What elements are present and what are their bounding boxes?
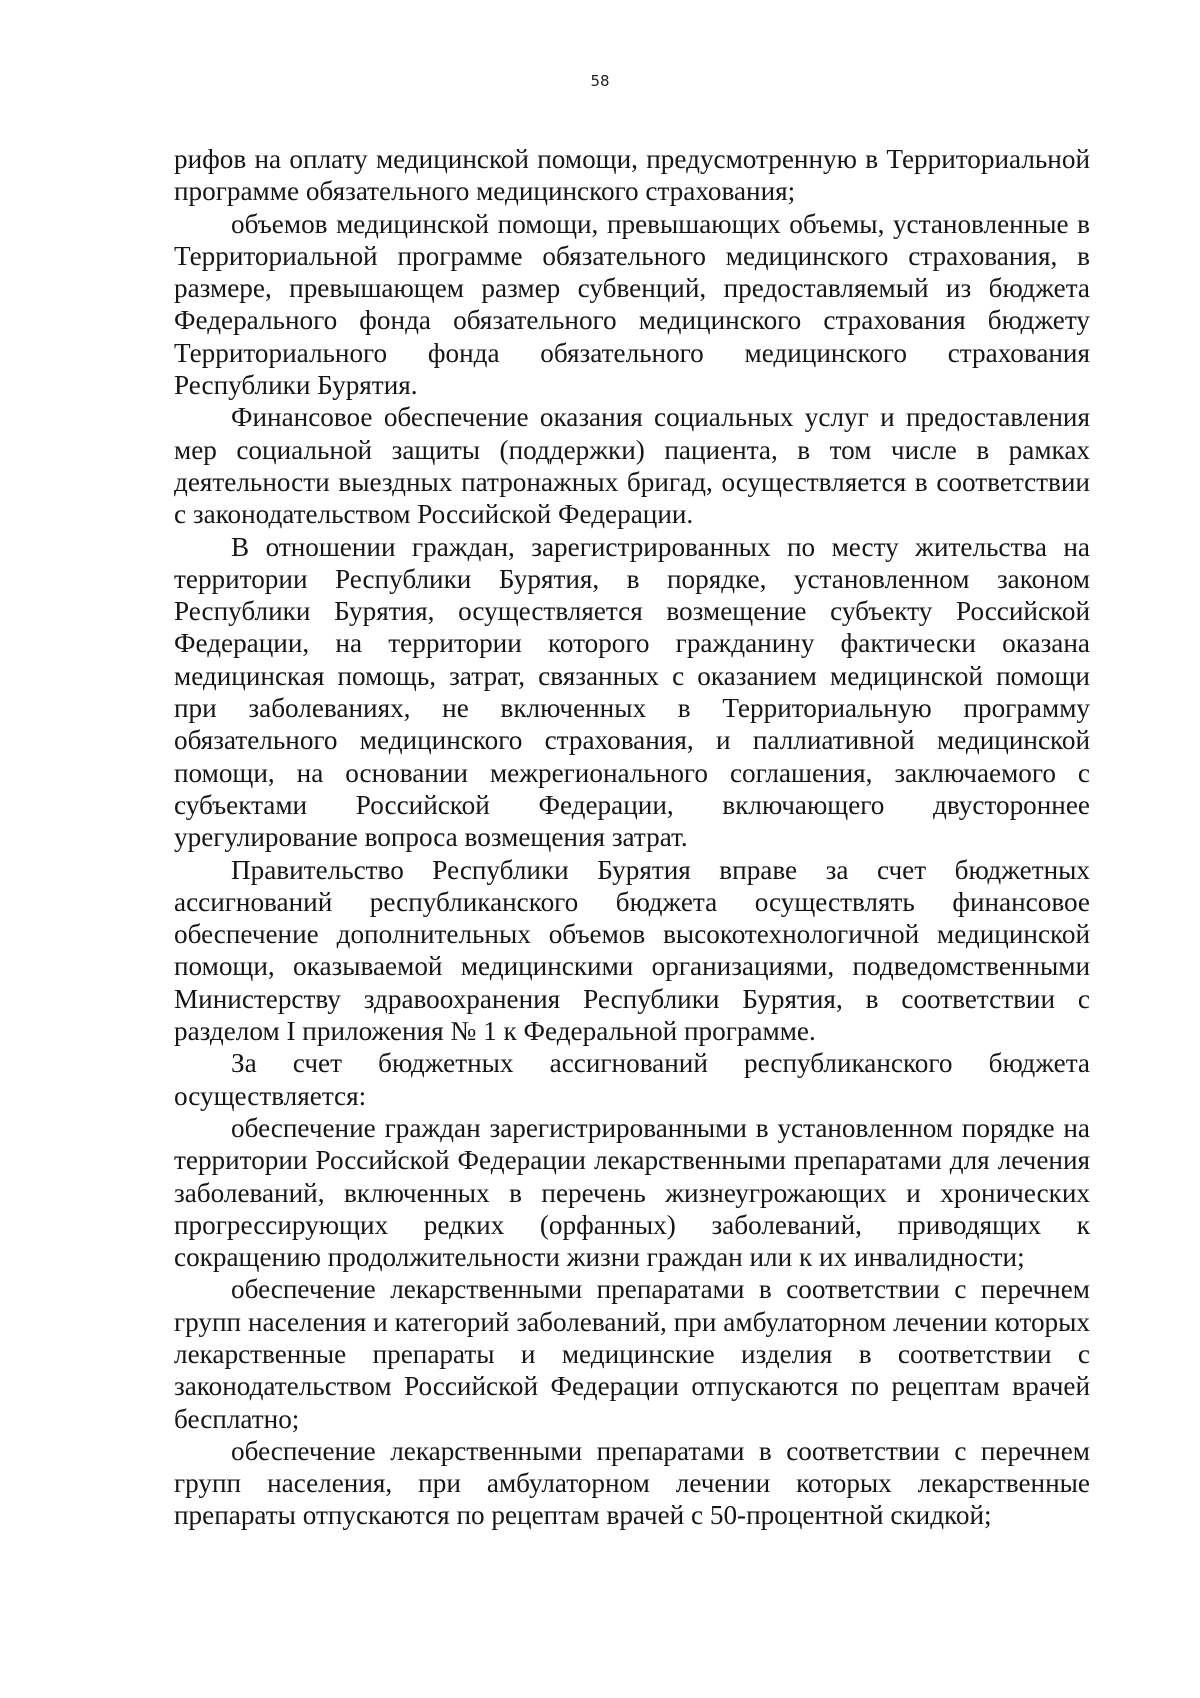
paragraph: За счет бюджетных ассигнований республиканского бюджета осуществляется: bbox=[174, 1048, 1090, 1111]
paragraph: Финансовое обеспечение оказания социальных услуг и предоставления мер социальной защиты (поддержки) пациента, в том числе в рамках деятельности выездных патронажных бригад, осуществляется в соответствии с законодательством Российской Федерации. bbox=[174, 402, 1090, 530]
paragraph-continuation: рифов на оплату медицинской помощи, предусмотренную в Территориальной программе обязательного медицинского страхования; bbox=[174, 144, 1090, 207]
paragraph: обеспечение лекарственными препаратами в соответствии с перечнем групп населения и категорий заболеваний, при амбулаторном лечении которых лекарственные препараты и медицинские изделия в соответствии с законодательством Российской Федерации отпускаются по рецептам врачей бесплатно; bbox=[174, 1274, 1090, 1434]
paragraph: объемов медицинской помощи, превышающих объемы, установленные в Территориальной программе обязательного медицинского страхования, в размере, превышающем размер субвенций, предоставляемый из бюджета Федерального фонда обязательного медицинского страхования бюджету Территориального фонда обязательного медицинского страхования Республики Бурятия. bbox=[174, 208, 1090, 401]
paragraph: В отношении граждан, зарегистрированных по месту жительства на территории Республики Бурятия, в порядке, установленном законом Республики Бурятия, осуществляется возмещение субъекту Российской Федерации, на территории которого гражданину фактически оказана медицинская помощь, затрат, связанных с оказанием медицинской помощи при заболеваниях, не включенных в Территориальную программу обязательного медицинского страхования, и паллиативной медицинской помощи, на основании межрегионального соглашения, заключаемого с субъектами Российской Федерации, включающего двустороннее урегулирование вопроса возмещения затрат. bbox=[174, 531, 1090, 853]
paragraph: обеспечение граждан зарегистрированными в установленном порядке на территории Российской Федерации лекарственными препаратами для лечения заболеваний, включенных в перечень жизнеугрожающих и хронических прогрессирующих редких (орфанных) заболеваний, приводящих к сокращению продолжительности жизни граждан или к их инвалидности; bbox=[174, 1112, 1090, 1273]
body-text bbox=[174, 143, 1090, 1532]
paragraph: обеспечение лекарственными препаратами в соответствии с перечнем групп населения, при амбулаторном лечении которых лекарственные препараты отпускаются по рецептам врачей с 50-процентной скидкой; bbox=[174, 1435, 1090, 1531]
paragraph: Правительство Республики Бурятия вправе за счет бюджетных ассигнований республиканского бюджета осуществлять финансовое обеспечение дополнительных объемов высокотехнологичной медицинской помощи, оказываемой медицинскими организациями, подведомственными Министерству здравоохранения Республики Бурятия, в соответствии с разделом I приложения № 1 к Федеральной программе. bbox=[174, 854, 1090, 1047]
page-number: 58 bbox=[590, 72, 610, 90]
